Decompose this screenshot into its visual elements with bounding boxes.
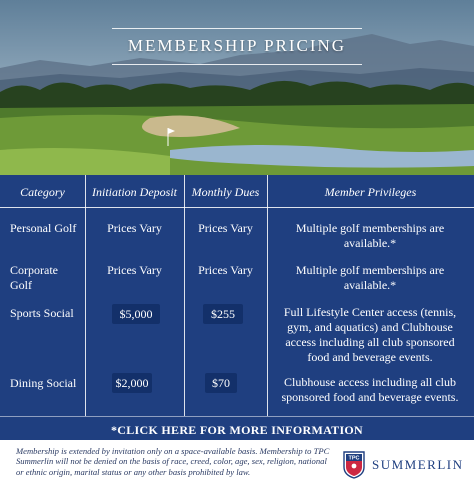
row-initiation-badge: $2,000 (112, 373, 152, 393)
tpc-badge-text: TPC (348, 455, 360, 462)
row-initiation: Prices Vary (107, 221, 162, 235)
row-category: Dining Social (10, 376, 77, 390)
title-rule-bottom (112, 64, 362, 65)
title-rule-top (112, 28, 362, 29)
row-privileges: Multiple golf memberships are available.* (295, 263, 445, 292)
row-privileges: Multiple golf memberships are available.* (295, 221, 445, 250)
row-monthly-badge: $70 (205, 373, 237, 393)
golf-course-scene (0, 0, 474, 175)
column-divider (184, 175, 185, 416)
row-category: Corporate Golf (10, 263, 58, 292)
page-title: MEMBERSHIP PRICING (127, 36, 347, 55)
row-monthly-badge: $255 (203, 304, 243, 324)
table-header-row (0, 175, 474, 208)
more-information-link[interactable]: *CLICK HERE FOR MORE INFORMATION (0, 416, 474, 440)
logo-wordmark: SUMMERLIN (372, 457, 464, 472)
pricing-table (0, 175, 474, 416)
tpc-shield-icon (342, 451, 366, 479)
header-monthly-dues: Monthly Dues (191, 185, 260, 199)
row-category: Personal Golf (10, 221, 77, 235)
row-initiation-badge: $5,000 (112, 304, 160, 324)
column-divider (85, 175, 86, 416)
row-privileges: Full Lifestyle Center access (tennis, gym, and aquatics) and Clubhouse access including all club sponsored food and beverage events. (283, 305, 457, 364)
row-monthly: Prices Vary (198, 263, 253, 277)
row-initiation: Prices Vary (107, 263, 162, 277)
tpc-summerlin-logo (342, 451, 462, 479)
column-divider (267, 175, 268, 416)
header-member-privileges: Member Privileges (324, 185, 417, 199)
row-category: Sports Social (10, 306, 74, 320)
header-initiation-deposit: Initiation Deposit (92, 185, 177, 199)
row-privileges: Clubhouse access including all club sponsored food and beverage events. (281, 375, 459, 404)
membership-disclaimer: Membership is extended by invitation only on a space-available basis. Membership to TPC Summerlin will not be denied on the basis of race, creed, color, age, sex, religion, national or ethnic origin, marital status or any other basis prohibited by law. (16, 446, 330, 477)
hero-banner (0, 0, 474, 175)
row-monthly: Prices Vary (198, 221, 253, 235)
header-category: Category (20, 185, 65, 199)
